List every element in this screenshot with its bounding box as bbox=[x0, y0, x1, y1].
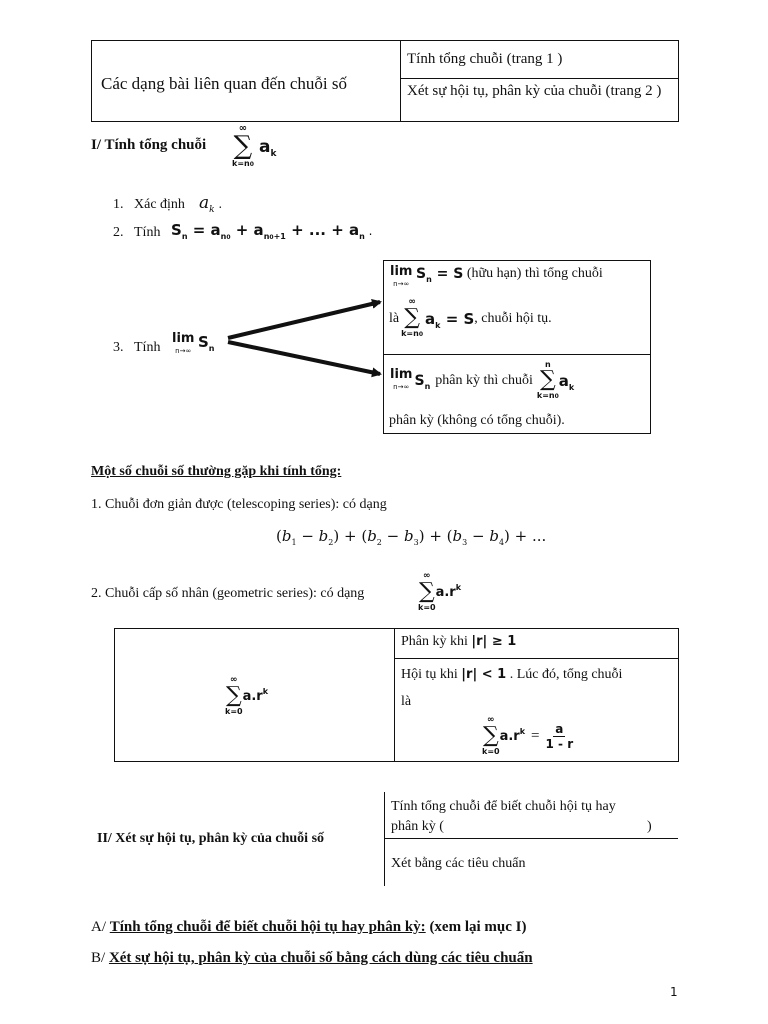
common-heading: Một số chuỗi số thường gặp khi tính tổng: bbox=[91, 464, 342, 479]
geometric-divider-h bbox=[394, 658, 679, 659]
step3-text: Tính bbox=[134, 340, 161, 355]
common-item1: 1. Chuỗi đơn giản được (telescoping series): có dạng bbox=[91, 497, 387, 512]
converge-row: Hội tụ khi |r| < 1 . Lúc đó, tổng chuỗi bbox=[401, 667, 623, 682]
step2-text: Tính bbox=[134, 225, 161, 240]
sigma-ak: ∞ ∑ k=n0 bbox=[232, 123, 254, 168]
step2-number: 2. bbox=[113, 225, 124, 240]
term-ak: $a_k$ bbox=[259, 137, 277, 159]
geometric-sum-formula: ∞ ∑ k=0 $a.r^k$ = $\frac{a}{1 - r}$ bbox=[482, 715, 574, 756]
case1-result: , chuỗi hội tụ. bbox=[474, 310, 552, 326]
diverge-text: Phân kỳ khi bbox=[401, 634, 468, 649]
case2-text: phân kỳ thì chuỗi bbox=[435, 372, 533, 388]
converge-la: là bbox=[401, 694, 412, 709]
partA-suffix: (xem lại mục I) bbox=[429, 919, 527, 935]
section2-option1-line1[interactable]: Tính tổng chuỗi để biết chuỗi hội tụ hay bbox=[391, 799, 616, 814]
partB-prefix: B/ bbox=[91, 950, 106, 966]
case1-la: là bbox=[389, 310, 400, 326]
step2-math: $S_n = a_{n0} + a_{n0+1}$ + ... + $a_n$ . bbox=[171, 221, 373, 241]
converge-text2: . Lúc đó, tổng chuỗi bbox=[509, 667, 623, 682]
cases-divider bbox=[383, 354, 651, 355]
sigma-icon: ∑ bbox=[233, 131, 253, 161]
header-title: Các dạng bài liên quan đến chuỗi số bbox=[101, 74, 347, 93]
partA-link[interactable]: Tính tổng chuỗi để biết chuỗi hội tụ hay phân kỳ: bbox=[109, 919, 426, 935]
step1-math: $a_k$ . bbox=[199, 193, 223, 215]
step1-number: 1. bbox=[113, 197, 124, 212]
section2-option1-close: ) bbox=[647, 819, 652, 834]
arrow-down bbox=[228, 342, 380, 374]
section1-heading: I/ Tính tổng chuỗi bbox=[91, 137, 207, 153]
header-divider-h bbox=[400, 78, 679, 79]
converge-text: Hội tụ khi bbox=[401, 667, 458, 682]
diverge-row: Phân kỳ khi |r| ≥ 1 bbox=[401, 634, 517, 649]
section2-option2[interactable]: Xét bằng các tiêu chuẩn bbox=[391, 856, 526, 871]
geometric-table bbox=[114, 628, 679, 762]
section2-bracket-v bbox=[384, 792, 385, 886]
section2-bracket-h bbox=[384, 838, 678, 839]
section2-option1-line2[interactable]: phân kỳ ( bbox=[391, 819, 444, 834]
geometric-inline: ∞ ∑ k=0 $a.r^k$ bbox=[418, 571, 462, 612]
arrow-up bbox=[228, 302, 380, 338]
common-item2: 2. Chuỗi cấp số nhân (geometric series): có dạng bbox=[91, 586, 365, 601]
partB bbox=[91, 950, 533, 967]
telescoping-formula: $(b_1 - b_2) + (b_2 - b_3) + (b_3 - b_4)$ + ... bbox=[276, 527, 547, 547]
page-number: 1 bbox=[670, 985, 678, 999]
case1-line1: lim n→∞ $S_n = S$ (hữu hạn) thì tổng chuỗi bbox=[390, 264, 603, 288]
branch-arrows bbox=[220, 290, 390, 380]
header-link-sum[interactable]: Tính tổng chuỗi (trang 1 ) bbox=[407, 51, 563, 67]
geometric-divider-v bbox=[394, 628, 395, 762]
step1-text: Xác định bbox=[134, 197, 185, 212]
partB-link[interactable]: Xét sự hội tụ, phân kỳ của chuỗi số bằng cách dùng các tiêu chuẩn bbox=[108, 950, 533, 966]
case2-result: phân kỳ (không có tổng chuỗi). bbox=[389, 413, 565, 428]
partA-prefix: A/ bbox=[91, 919, 106, 935]
step3-math: lim n→∞ $S_n$ bbox=[172, 331, 215, 355]
section2-heading: II/ Xét sự hội tụ, phân kỳ của chuỗi số bbox=[97, 831, 325, 846]
partA bbox=[91, 919, 527, 936]
header-link-convergence[interactable]: Xét sự hội tụ, phân kỳ của chuỗi (trang 2 ) bbox=[407, 83, 662, 99]
case2-line1: lim n→∞ $S_n$ phân kỳ thì chuỗi n ∑ k=n0 $a_k$ bbox=[390, 360, 575, 400]
case1-line2: là ∞ ∑ k=n0 $a_k = S$ , chuỗi hội tụ. bbox=[389, 297, 552, 338]
geometric-series-cell: ∞ ∑ k=0 $a.r^k$ bbox=[225, 675, 269, 716]
case1-hint: (hữu hạn) thì tổng chuỗi bbox=[466, 266, 603, 281]
header-divider-v bbox=[400, 40, 401, 122]
step3-number: 3. bbox=[113, 340, 124, 355]
